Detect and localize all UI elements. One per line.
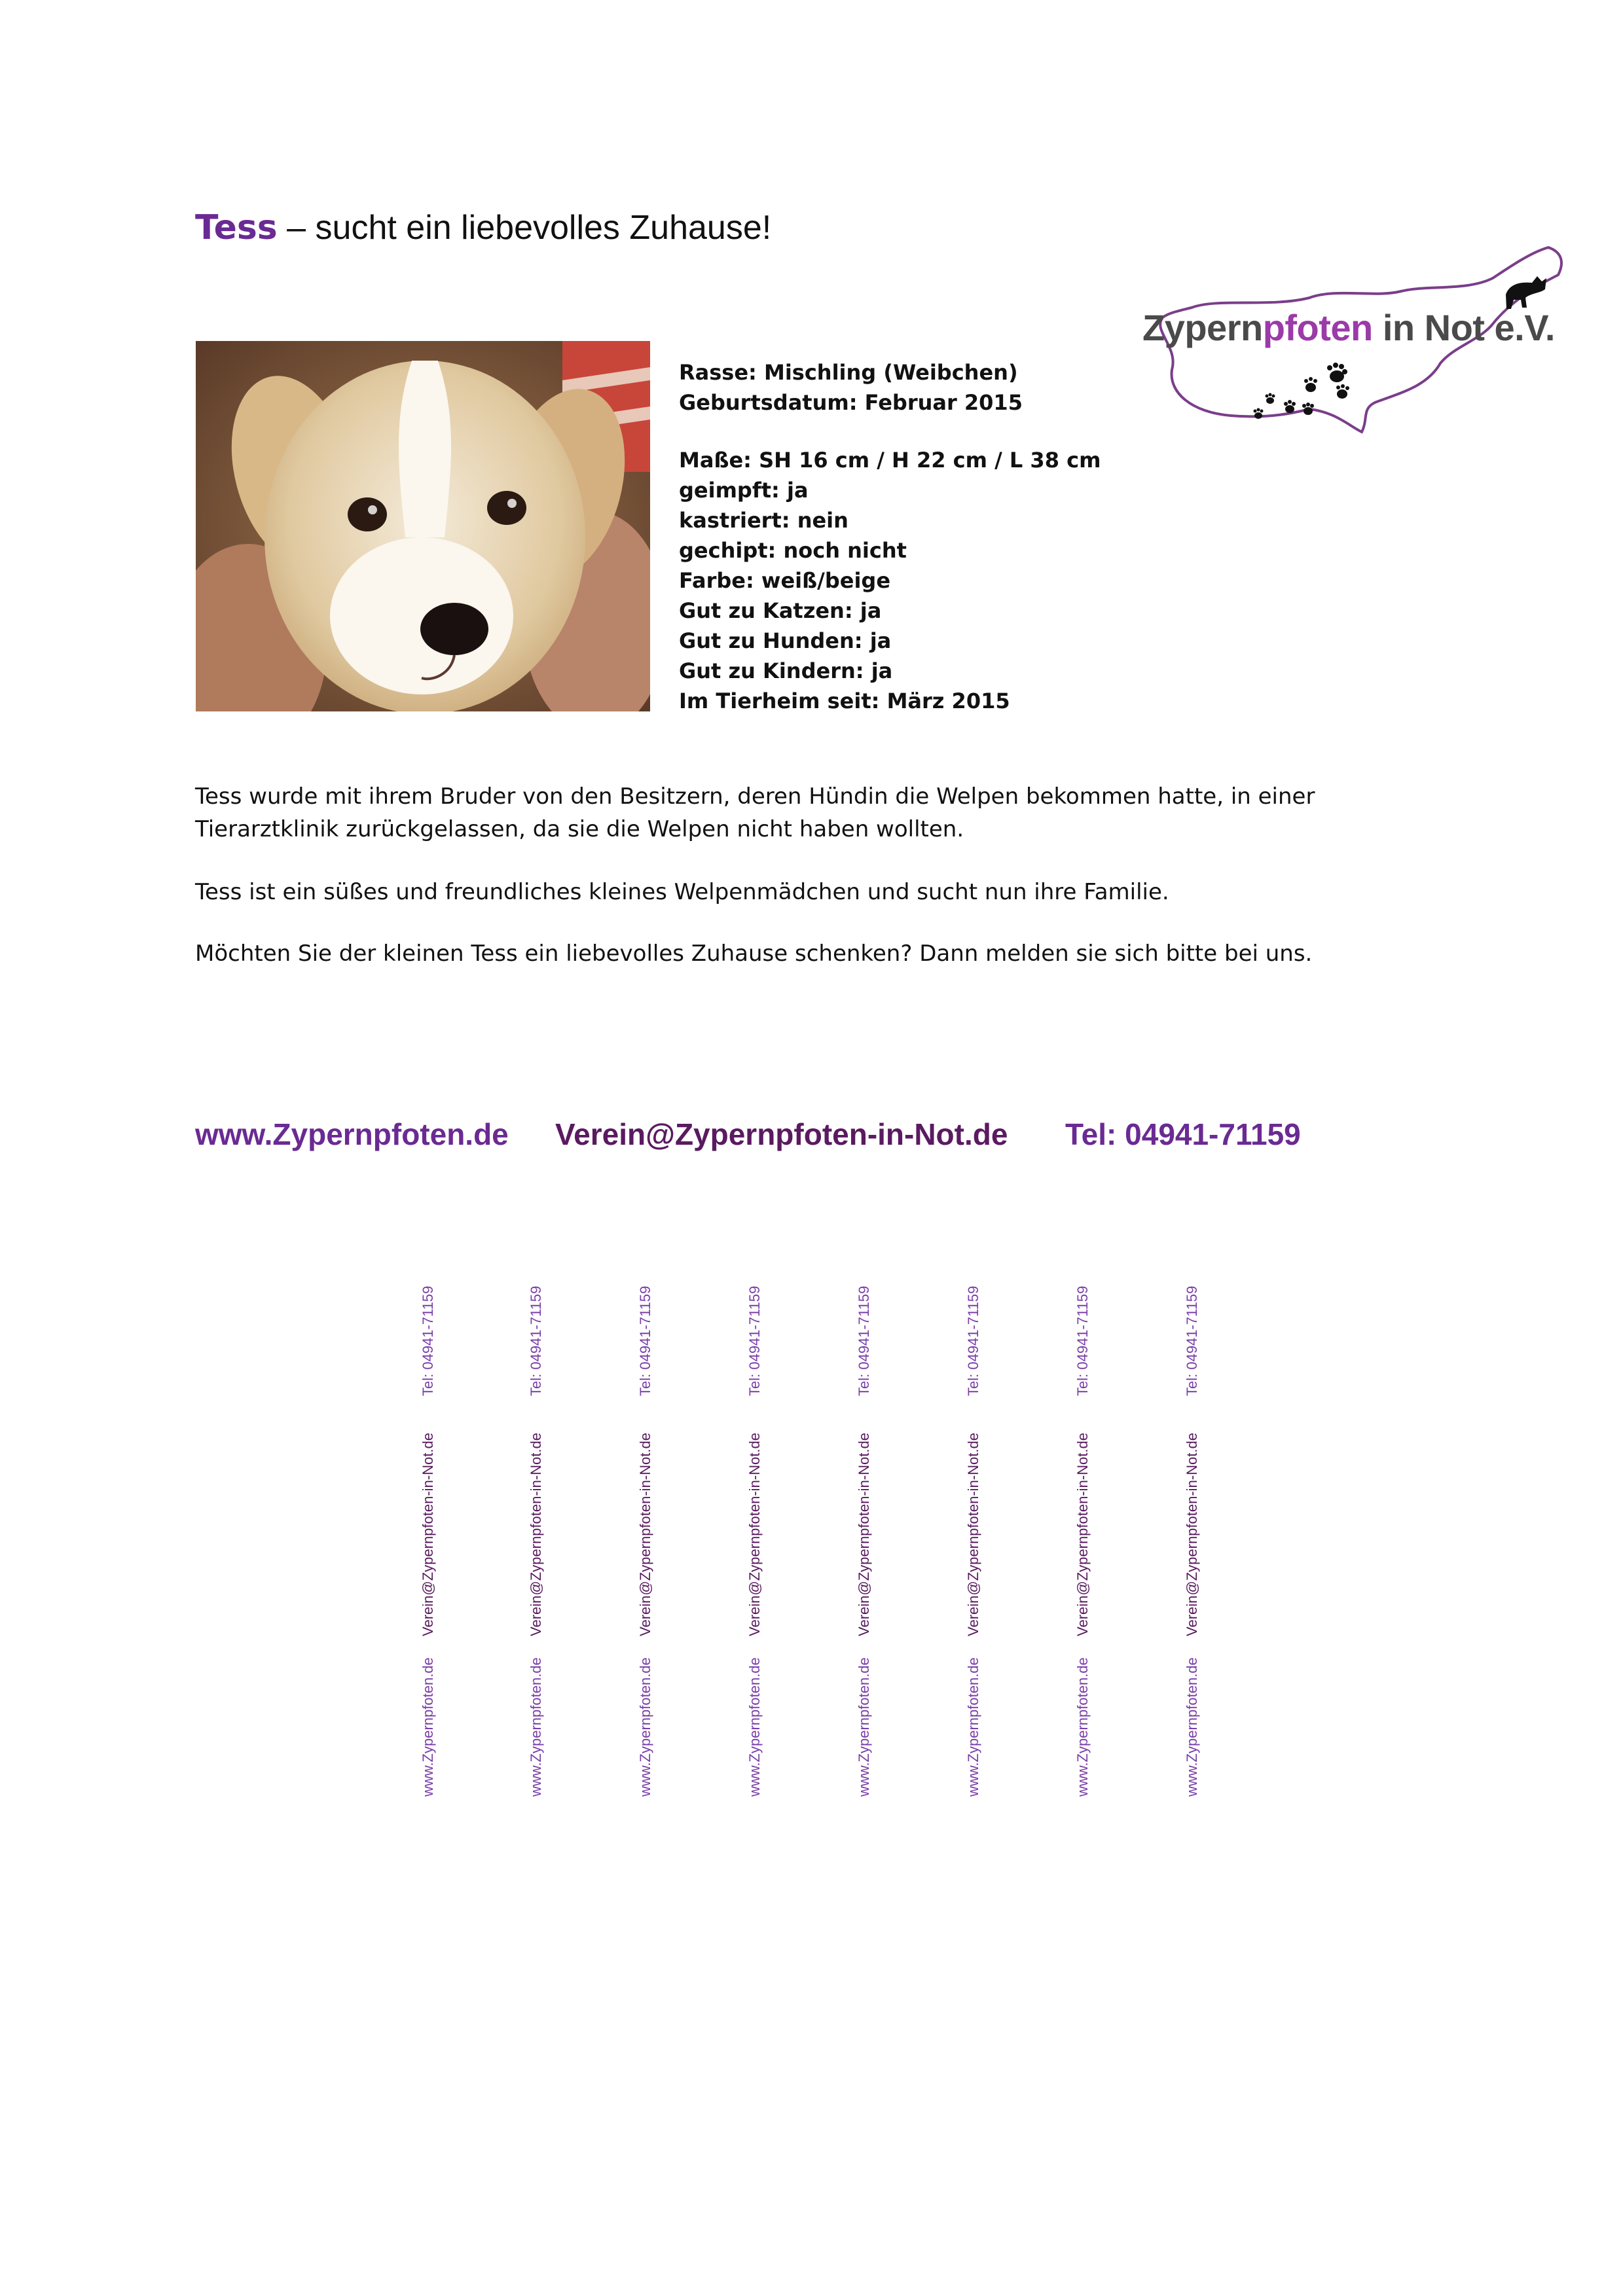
fact-masse: Maße: SH 16 cm / H 22 cm / L 38 cm (679, 448, 1101, 473)
tearoff-email: Verein@Zypernpfoten-in-Not.de (746, 1433, 763, 1636)
paragraph-2: Tess ist ein süßes und freundliches kleines Welpenmädchen und sucht nun ihre Familie. (195, 879, 1169, 905)
tearoff-strip[interactable] (743, 1280, 769, 1797)
tearoff-tel: Tel: 04941-71159 (856, 1285, 872, 1396)
logo-part-1: Zypern (1142, 307, 1263, 348)
fact-hunden: Gut zu Hunden: ja (679, 628, 892, 653)
puppy-illustration (196, 341, 650, 711)
tearoff-web: www.Zypernpfoten.de (528, 1657, 544, 1797)
fact-farbe: Farbe: weiß/beige (679, 568, 891, 593)
dog-name: Tess (195, 208, 278, 247)
tearoff-tel: Tel: 04941-71159 (528, 1285, 544, 1396)
tearoff-strip[interactable] (1071, 1280, 1097, 1797)
logo-part-3: in Not e.V. (1372, 307, 1555, 348)
tearoff-strip[interactable] (852, 1280, 879, 1797)
tearoff-tel: Tel: 04941-71159 (1074, 1285, 1091, 1396)
fact-katzen: Gut zu Katzen: ja (679, 598, 882, 623)
tearoff-strip[interactable] (962, 1280, 988, 1797)
tearoff-web: www.Zypernpfoten.de (637, 1657, 653, 1797)
tearoff-strip[interactable] (1180, 1280, 1207, 1797)
fact-gechipt: gechipt: noch nicht (679, 538, 907, 563)
puppy-photo (196, 341, 650, 711)
fact-geburtsdatum: Geburtsdatum: Februar 2015 (679, 390, 1023, 415)
website-link[interactable]: www.Zypernpfoten.de (195, 1117, 509, 1151)
fact-kindern: Gut zu Kindern: ja (679, 658, 893, 683)
tearoff-web: www.Zypernpfoten.de (420, 1657, 436, 1797)
fact-geimpft: geimpft: ja (679, 478, 809, 503)
tearoff-strip[interactable] (416, 1280, 443, 1797)
paragraph-1: Tess wurde mit ihrem Bruder von den Besitzern, deren Hündin die Welpen bekommen hatte, in einer Tierarztklinik zurückgelassen, da sie die Welpen nicht haben wollten. (195, 783, 1315, 842)
email-link[interactable]: Verein@Zypernpfoten-in-Not.de (555, 1117, 1008, 1151)
tearoff-email: Verein@Zypernpfoten-in-Not.de (1184, 1433, 1200, 1636)
fact-rasse: Rasse: Mischling (Weibchen) (679, 360, 1018, 385)
tearoff-email: Verein@Zypernpfoten-in-Not.de (528, 1433, 544, 1636)
fact-tierheim: Im Tierheim seit: März 2015 (679, 689, 1010, 713)
tearoff-email: Verein@Zypernpfoten-in-Not.de (637, 1433, 653, 1636)
tearoff-web: www.Zypernpfoten.de (1184, 1657, 1200, 1797)
tearoff-email: Verein@Zypernpfoten-in-Not.de (1074, 1433, 1091, 1636)
page-title (195, 208, 771, 247)
logo-part-2: pfoten (1262, 307, 1373, 348)
fact-kastriert: kastriert: nein (679, 508, 848, 533)
tearoff-tel: Tel: 04941-71159 (637, 1285, 653, 1396)
tearoff-tel: Tel: 04941-71159 (1184, 1285, 1200, 1396)
tearoff-web: www.Zypernpfoten.de (965, 1657, 981, 1797)
dog-facts (679, 357, 1101, 716)
tearoff-web: www.Zypernpfoten.de (746, 1657, 763, 1797)
logo-wordmark (1142, 306, 1555, 349)
tearoff-email: Verein@Zypernpfoten-in-Not.de (965, 1433, 981, 1636)
tearoff-email: Verein@Zypernpfoten-in-Not.de (856, 1433, 872, 1636)
tearoff-strip[interactable] (524, 1280, 551, 1797)
title-text: – sucht ein liebevolles Zuhause! (277, 209, 772, 247)
tearoff-web: www.Zypernpfoten.de (856, 1657, 872, 1797)
tearoff-tel: Tel: 04941-71159 (746, 1285, 763, 1396)
tearoff-web: www.Zypernpfoten.de (1074, 1657, 1091, 1797)
phone-number: Tel: 04941-71159 (1065, 1117, 1301, 1151)
tearoff-strip[interactable] (634, 1280, 660, 1797)
paragraph-3: Möchten Sie der kleinen Tess ein liebevolles Zuhause schenken? Dann melden sie sich bitte bei uns. (195, 941, 1313, 967)
tearoff-tel: Tel: 04941-71159 (420, 1285, 436, 1396)
tearoff-tel: Tel: 04941-71159 (965, 1285, 981, 1396)
tearoff-email: Verein@Zypernpfoten-in-Not.de (420, 1433, 436, 1636)
